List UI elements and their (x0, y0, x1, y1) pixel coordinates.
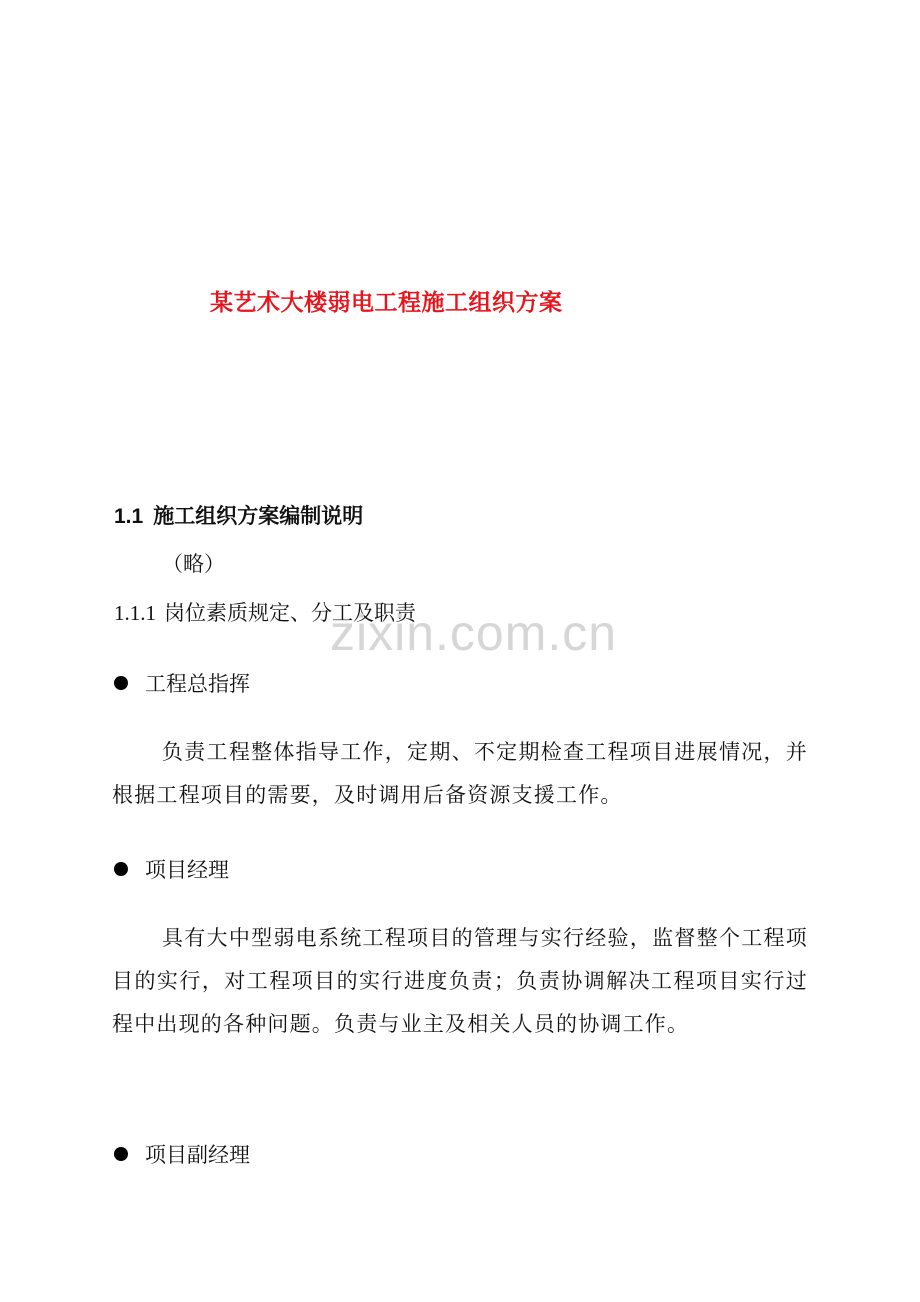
watermark: zixin.com.cn (330, 605, 618, 661)
role-item-commander (114, 668, 250, 698)
role-title: 工程总指挥 (145, 672, 250, 696)
bullet-icon (114, 862, 128, 876)
role-description-commander: 负责工程整体指导工作，定期、不定期检查工程项目进展情况，并根据工程项目的需要，及时调用后备资源支援工作。 (112, 740, 808, 807)
section-heading-text: 施工组织方案编制说明 (153, 503, 364, 528)
section-heading-1-1-1 (114, 597, 416, 627)
role-title: 项目经理 (145, 858, 229, 882)
section-note: （略） (162, 552, 225, 576)
role-title: 项目副经理 (145, 1143, 250, 1167)
bullet-icon (114, 676, 128, 690)
bullet-icon (114, 1147, 128, 1161)
subsection-number: 1.1.1 (114, 601, 156, 625)
role-description-project-manager: 具有大中型弱电系统工程项目的管理与实行经验，监督整个工程项目的实行，对工程项目的实行进度负责；负责协调解决工程项目实行过程中出现的各种问题。负责与业主及相关人员的协调工作。 (112, 926, 808, 1036)
role-item-project-manager (114, 854, 229, 884)
section-heading-1-1 (114, 500, 363, 530)
document-title: 某艺术大楼弱电工程施工组织方案 (210, 289, 563, 316)
role-item-deputy-manager (114, 1139, 250, 1169)
subsection-heading-text: 岗位素质规定、分工及职责 (164, 601, 416, 625)
section-number: 1.1 (114, 505, 144, 528)
